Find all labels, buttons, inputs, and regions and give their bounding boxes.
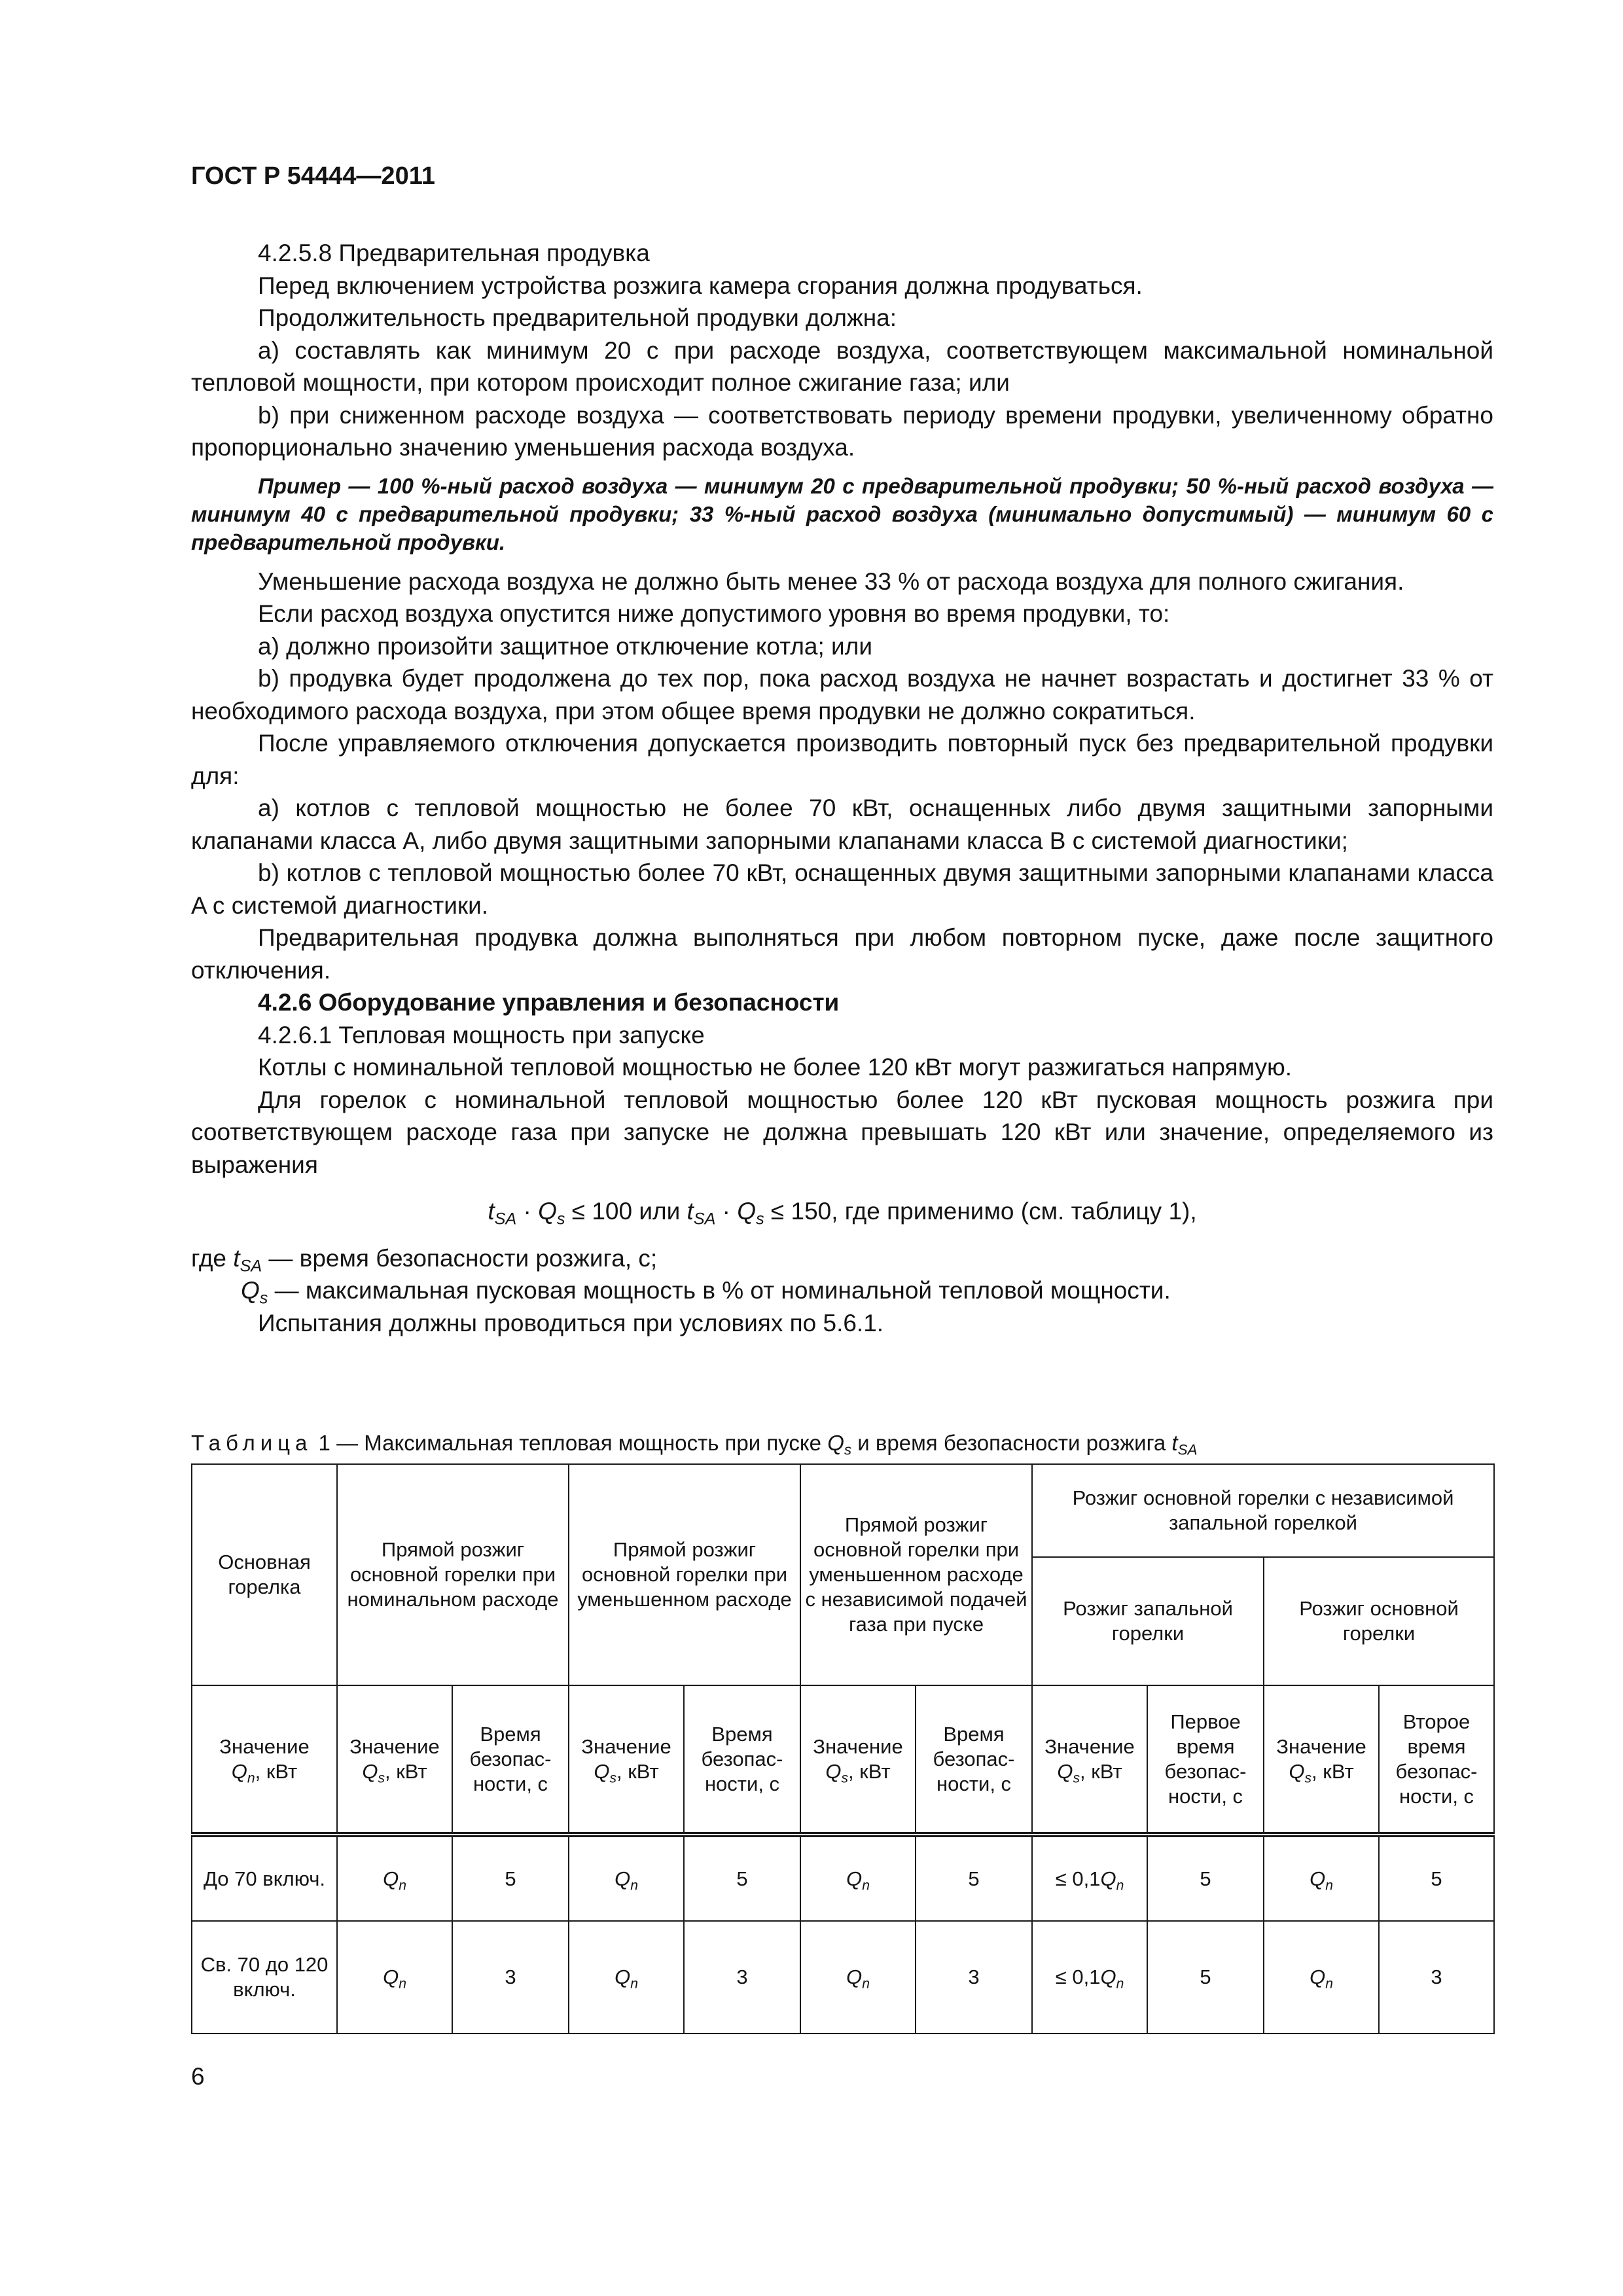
page-number: 6 xyxy=(191,2063,205,2090)
header-direct-reduced-independent: Прямой розжиг основной горелки при уменьшенном расходе с независимой подачей газа при пуске xyxy=(800,1464,1032,1685)
header-main-ignition: Розжиг основной горелки xyxy=(1264,1557,1494,1685)
table-cell: 3 xyxy=(684,1921,800,2034)
table-cell: 5 xyxy=(452,1835,569,1921)
table-cell: 5 xyxy=(1379,1835,1494,1921)
table-cell: ≤ $0,1Q_n$ xyxy=(1032,1921,1147,2034)
header-independent-pilot: Розжиг основной горелки с независимой запальной горелкой xyxy=(1032,1464,1494,1557)
unit-value-qs: Значение $Q_s$, кВт xyxy=(337,1685,452,1835)
table-caption: Таблица 1 — Максимальная тепловая мощность при пуске $Q_s$ и время безопасности розжига $t_{SA}$ xyxy=(191,1431,1198,1458)
unit-value-qs: Значение $Q_s$, кВт xyxy=(1032,1685,1147,1835)
table-cell: $Q_n$ xyxy=(337,1921,452,2034)
subsection-title: 4.2.6.1 Тепловая мощность при запуске xyxy=(258,1021,705,1049)
paragraph: Котлы с номинальной тепловой мощностью не более 120 кВт могут разжигаться напрямую. xyxy=(258,1054,1292,1081)
list-item: b) при сниженном расходе воздуха — соответствовать периоду времени продувки, увеличенному обратно пропорционально значению уменьшения расхода воздуха. xyxy=(191,401,1493,461)
table-cell: $Q_n$ xyxy=(800,1835,916,1921)
row-range: До 70 включ. xyxy=(192,1835,337,1921)
paragraph: Испытания должны проводиться при условиях по 5.6.1. xyxy=(258,1309,884,1336)
definition-tsa: где $t_{SA}$ — время безопасности розжига, с; xyxy=(191,1244,658,1276)
paragraph: Если расход воздуха опустится ниже допустимого уровня во время продувки, то: xyxy=(258,600,1170,627)
section-title: 4.2.5.8 Предварительная продувка xyxy=(258,240,650,266)
table-cell: $Q_n$ xyxy=(1264,1835,1379,1921)
list-item: b) продувка будет продолжена до тех пор, пока расход воздуха не начнет возрастать и достигнет 33 % от необходимого расхода воздуха, при этом общее время продувки не должно сократиться. xyxy=(191,665,1493,725)
table-cell: 5 xyxy=(1147,1921,1264,2034)
section-heading: 4.2.6 Оборудование управления и безопасности xyxy=(258,989,840,1016)
table-cell: $Q_n$ xyxy=(569,1921,684,2034)
definition-qs: $Q_s$ — максимальная пусковая мощность в % от номинальной тепловой мощности. xyxy=(241,1277,1171,1308)
table-cell: 3 xyxy=(1379,1921,1494,2034)
table-cell: ≤ $0,1Q_n$ xyxy=(1032,1835,1147,1921)
formula: $t_{SA} \cdot Q_s \le 100$ или $t_{SA} \cdot Q_s \le 150$, где применимо (см. таблицу 1), xyxy=(488,1198,1197,1229)
paragraph: Перед включением устройства розжига камера сгорания должна продуваться. xyxy=(258,272,1143,299)
table-cell: $Q_n$ xyxy=(569,1835,684,1921)
unit-value-qs: Значение $Q_s$, кВт xyxy=(569,1685,684,1835)
header-main-burner: Основная горелка xyxy=(192,1464,337,1685)
list-item: b) котлов с тепловой мощностью более 70 кВт, оснащенных двумя защитными запорными клапанами класса A с системой диагностики. xyxy=(191,859,1493,919)
header-direct-nominal: Прямой розжиг основной горелки при номинальном расходе xyxy=(337,1464,569,1685)
ignition-power-table xyxy=(191,1463,1495,2034)
table-cell: 5 xyxy=(684,1835,800,1921)
document-code: ГОСТ Р 54444—2011 xyxy=(191,162,435,190)
table-cell: 3 xyxy=(916,1921,1032,2034)
list-item: a) должно произойти защитное отключение котла; или xyxy=(258,632,872,660)
table-row xyxy=(192,1921,1494,2034)
list-item: a) котлов с тепловой мощностью не более 70 кВт, оснащенных либо двумя защитными запорными клапанами класса A, либо двумя защитными запорными клапанами класса B с системой диагностики; xyxy=(191,795,1493,854)
paragraph: Продолжительность предварительной продувки должна: xyxy=(258,304,897,331)
unit-second-safety-time: Второе время безопас-ности, с xyxy=(1379,1685,1494,1835)
unit-value-qn: Значение $Q_n$, кВт xyxy=(192,1685,337,1835)
paragraph: Для горелок с номинальной тепловой мощностью более 120 кВт пусковая мощность розжига при соответствующем расходе газа при запуске не должна превышать 120 кВт или значение, определяемого из выражения xyxy=(191,1086,1493,1178)
table-cell: $Q_n$ xyxy=(337,1835,452,1921)
list-item: a) составлять как минимум 20 с при расходе воздуха, соответствующем максимальной номинальной тепловой мощности, при котором происходит полное сжигание газа; или xyxy=(191,336,1493,396)
unit-safety-time: Время безопас-ности, с xyxy=(452,1685,569,1835)
table-cell: 3 xyxy=(452,1921,569,2034)
paragraph: После управляемого отключения допускается производить повторный пуск без предварительной продувки для: xyxy=(191,730,1493,789)
body-text xyxy=(191,237,1493,1339)
table-cell: $Q_n$ xyxy=(1264,1921,1379,2034)
unit-safety-time: Время безопас-ности, с xyxy=(916,1685,1032,1835)
unit-first-safety-time: Первое время безопас-ности, с xyxy=(1147,1685,1264,1835)
unit-value-qs: Значение $Q_s$, кВт xyxy=(1264,1685,1379,1835)
unit-safety-time: Время безопас-ности, с xyxy=(684,1685,800,1835)
table-cell: $Q_n$ xyxy=(800,1921,916,2034)
row-range: Св. 70 до 120 включ. xyxy=(192,1921,337,2034)
table-cell: 5 xyxy=(916,1835,1032,1921)
paragraph: Предварительная продувка должна выполняться при любом повторном пуске, даже после защитного отключения. xyxy=(191,924,1493,984)
unit-value-qs: Значение $Q_s$, кВт xyxy=(800,1685,916,1835)
header-direct-reduced: Прямой розжиг основной горелки при уменьшенном расходе xyxy=(569,1464,800,1685)
table-row xyxy=(192,1835,1494,1921)
paragraph: Уменьшение расхода воздуха не должно быть менее 33 % от расхода воздуха для полного сжигания. xyxy=(258,567,1404,595)
table-cell: 5 xyxy=(1147,1835,1264,1921)
header-pilot-ignition: Розжиг запальной горелки xyxy=(1032,1557,1264,1685)
example-note: Пример — 100 %-ный расход воздуха — минимум 20 с предварительной продувки; 50 %-ный расход воздуха — минимум 40 с предварительной продувки; 33 %-ный расход воздуха (минимально допустимый) — минимум 60 с предварительной продувки. xyxy=(191,473,1493,554)
